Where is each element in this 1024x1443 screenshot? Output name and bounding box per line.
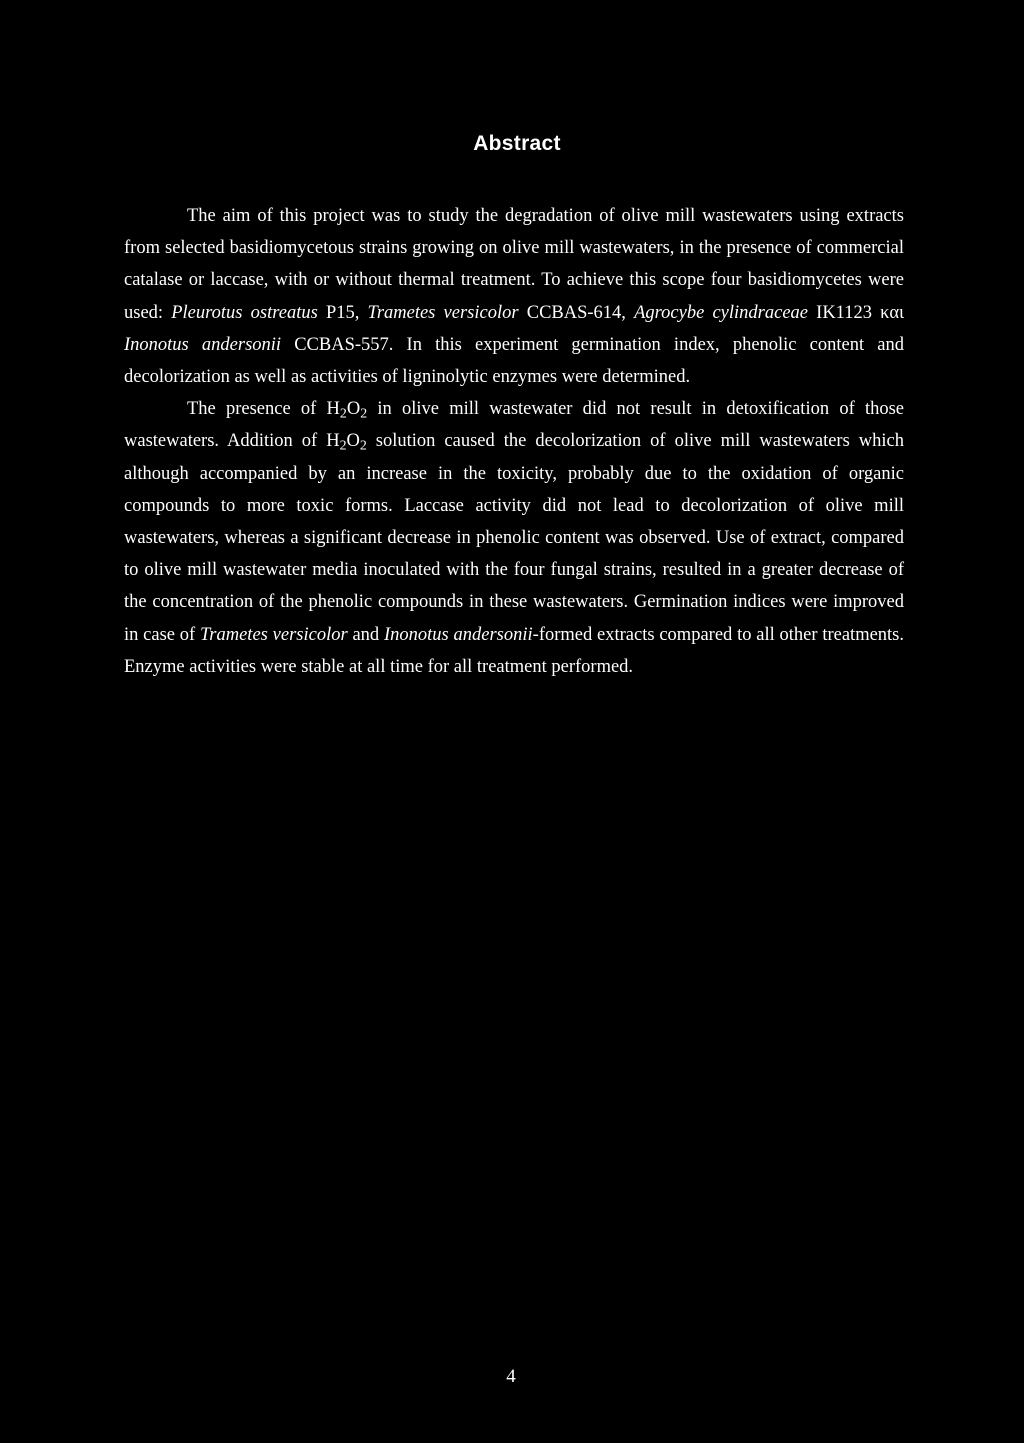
subscript: 2: [339, 406, 347, 422]
text-run: IK1123 και: [808, 302, 904, 323]
subscript: 2: [359, 438, 367, 454]
abstract-body: [124, 200, 904, 683]
species-name: Trametes versicolor: [367, 302, 519, 323]
species-name: Pleurotus ostreatus: [171, 302, 318, 323]
text-run: -formed extracts compared to all other treatments. Enzyme activities were stable at all time for all treatment performed.: [124, 624, 905, 677]
subscript: 2: [339, 438, 347, 454]
text-run: O: [346, 399, 361, 420]
text-run: CCBAS-557. In this experiment germination index, phenolic content and decolorization as well as activities of ligninolytic enzymes were determined.: [124, 334, 904, 388]
text-run: CCBAS-614,: [518, 302, 635, 323]
text-run: in olive mill wastewater did not result in detoxification of those wastewaters. Addition of H: [124, 399, 904, 452]
species-name: Inonotus andersonii: [124, 334, 282, 355]
abstract-paragraph-1: [124, 200, 904, 393]
text-run: solution caused the decolorization of olive mill wastewaters which although accompanied by an increase in the toxicity, probably due to the oxidation of organic compounds to more toxic forms. Laccase activity did not lead to decolorization of olive mill wastewaters, whereas a significant decrease in phenolic content was observed. Use of extract, compared to olive mill wastewater media inoculated with the four fungal strains, resulted in a greater decrease of the concentration of the phenolic compounds in these wastewaters. Germination indices were improved in case of: [124, 431, 904, 645]
abstract-paragraph-2: [124, 393, 904, 683]
species-name: Agrocybe cylindraceae: [634, 302, 808, 323]
species-name: Trametes versicolor: [200, 624, 348, 645]
subscript: 2: [360, 406, 368, 422]
page-number: 4: [506, 1366, 516, 1387]
species-name: Inonotus andersonii: [383, 624, 533, 645]
text-run: The aim of this project was to study the degradation of olive mill wastewaters using extracts from selected basidiomycetous strains growing on olive mill wastewaters, in the presence of commercial catalase or laccase, with or without thermal treatment. To achieve this scope four basidiomycetes were used:: [124, 206, 904, 323]
text-run: and: [347, 624, 384, 645]
text-run: O: [346, 431, 360, 452]
abstract-heading: Abstract: [473, 132, 561, 155]
text-run: The presence of H: [187, 399, 340, 420]
text-run: P15,: [317, 302, 368, 323]
